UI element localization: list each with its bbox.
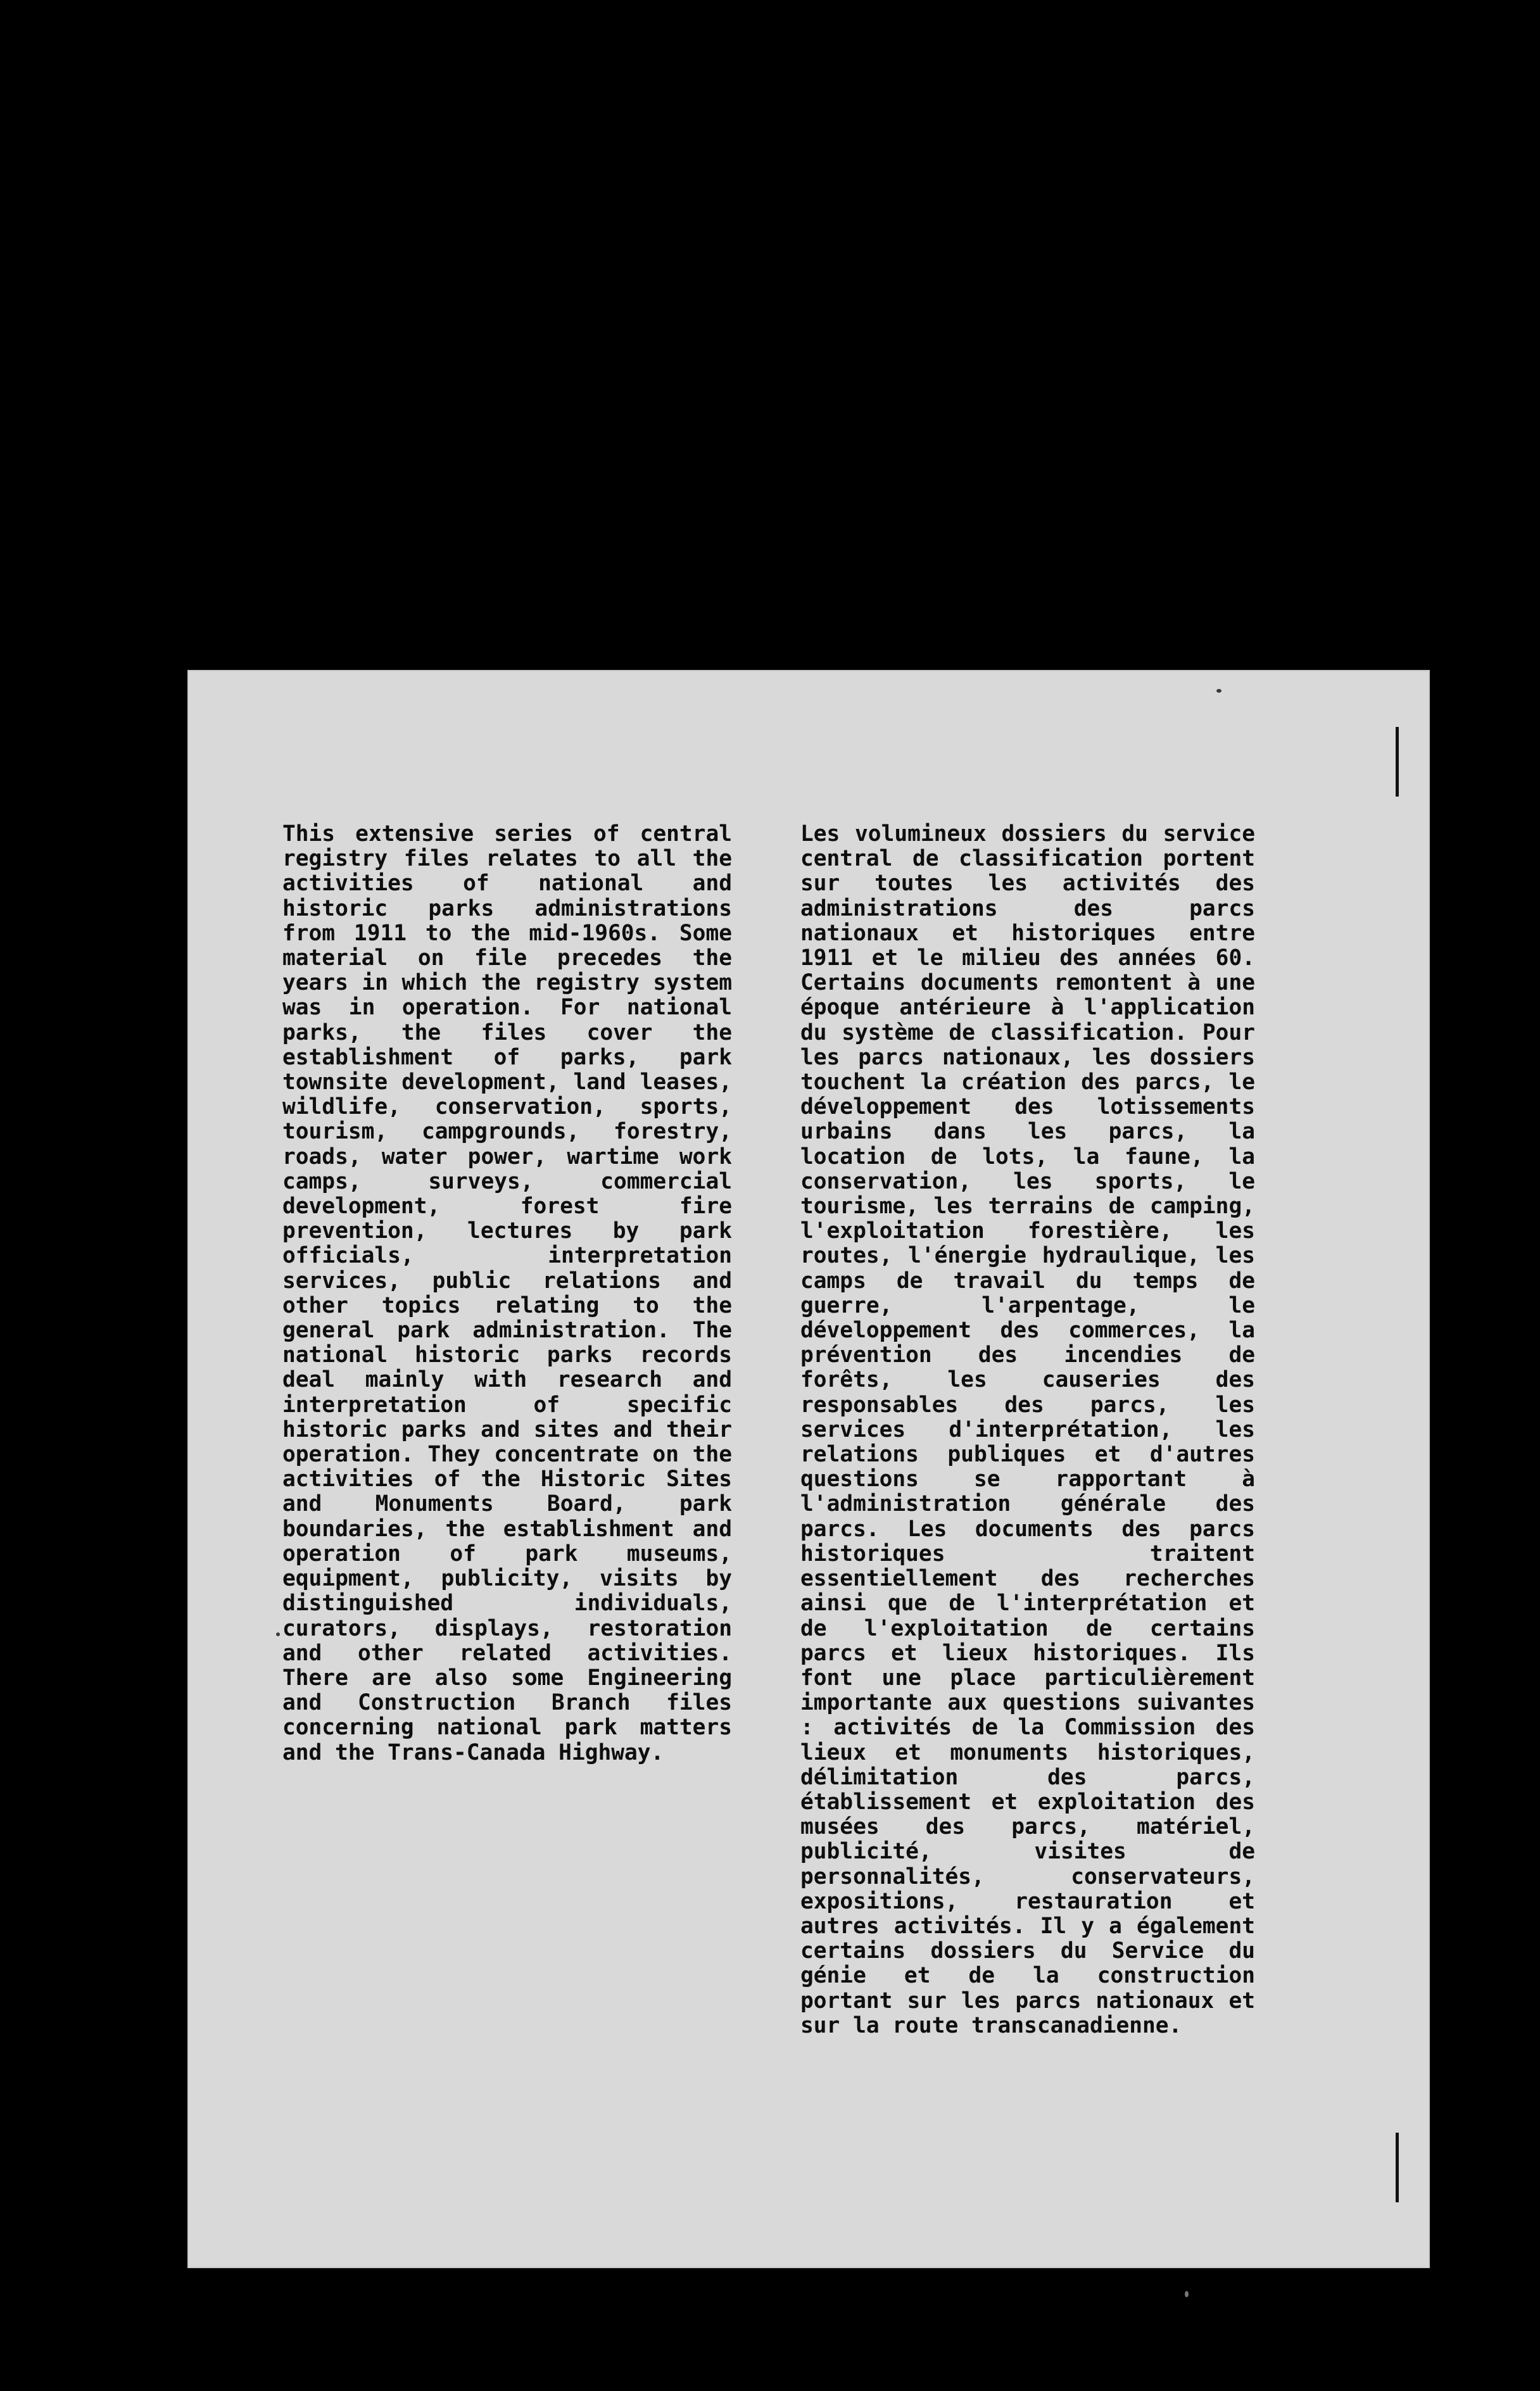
english-column-text: This extensive series of central registry files relates to all the activities of national and historic parks administrations from 1911 to the mid-1960s. Some material on file precedes the years in which the registry system was in operation. For national parks, the files cover the establishment of parks, park townsite development, land leases, wildlife, conservation, sports, tourism, campgrounds, forestry, roads, water power, wartime work camps, surveys, commercial development, forest fire prevention, lectures by park officials, interpretation services, public relations and other topics relating to the general park administration. The national historic parks records deal mainly with research and interpretation of specific historic parks and sites and their operation. They concentrate on the activities of the Historic Sites and Monuments Board, park boundaries, the establishment and operation of park museums, equipment, publicity, visits by distinguished individuals, curators, displays, restoration and other related activities. There are also some Engineering and Construction Branch files concerning national park matters and the Trans-Canada Highway.: [282, 821, 732, 1765]
scan-speck: [1185, 2291, 1189, 2297]
scan-speck: [276, 1632, 280, 1636]
document-page: [187, 670, 1430, 2268]
page-edge-mark: [1396, 727, 1399, 797]
page-edge-mark: [1396, 2133, 1399, 2202]
scan-speck: [1216, 689, 1221, 693]
french-column-text: Les volumineux dossiers du service central de classification portent sur toutes les activités des administrations des parcs nationaux et historiques entre 1911 et le milieu des années 60. Certains documents remontent à une époque antérieure à l'application du système de classification. Pour les parcs nationaux, les dossiers touchent la création des parcs, le développement des lotissements urbains dans les parcs, la location de lots, la faune, la conservation, les sports, le tourisme, les terrains de camping, l'exploitation forestière, les routes, l'énergie hydraulique, les camps de travail du temps de guerre, l'arpentage, le développement des commerces, la prévention des incendies de forêts, les causeries des responsables des parcs, les services d'interprétation, les relations publiques et d'autres questions se rapportant à l'administration générale des parcs. Les documents des parcs historiques traitent essentiellement des recherches ainsi que de l'interprétation et de l'exploitation de certains parcs et lieux historiques. Ils font une place particulièrement importante aux questions suivantes : activités de la Commission des lieux et monuments historiques, délimitation des parcs, établissement et exploitation des musées des parcs, matériel, publicité, visites de personnalités, conservateurs, expositions, restauration et autres activités. Il y a également certains dossiers du Service du génie et de la construction portant sur les parcs nationaux et sur la route transcanadienne.: [800, 821, 1255, 2038]
